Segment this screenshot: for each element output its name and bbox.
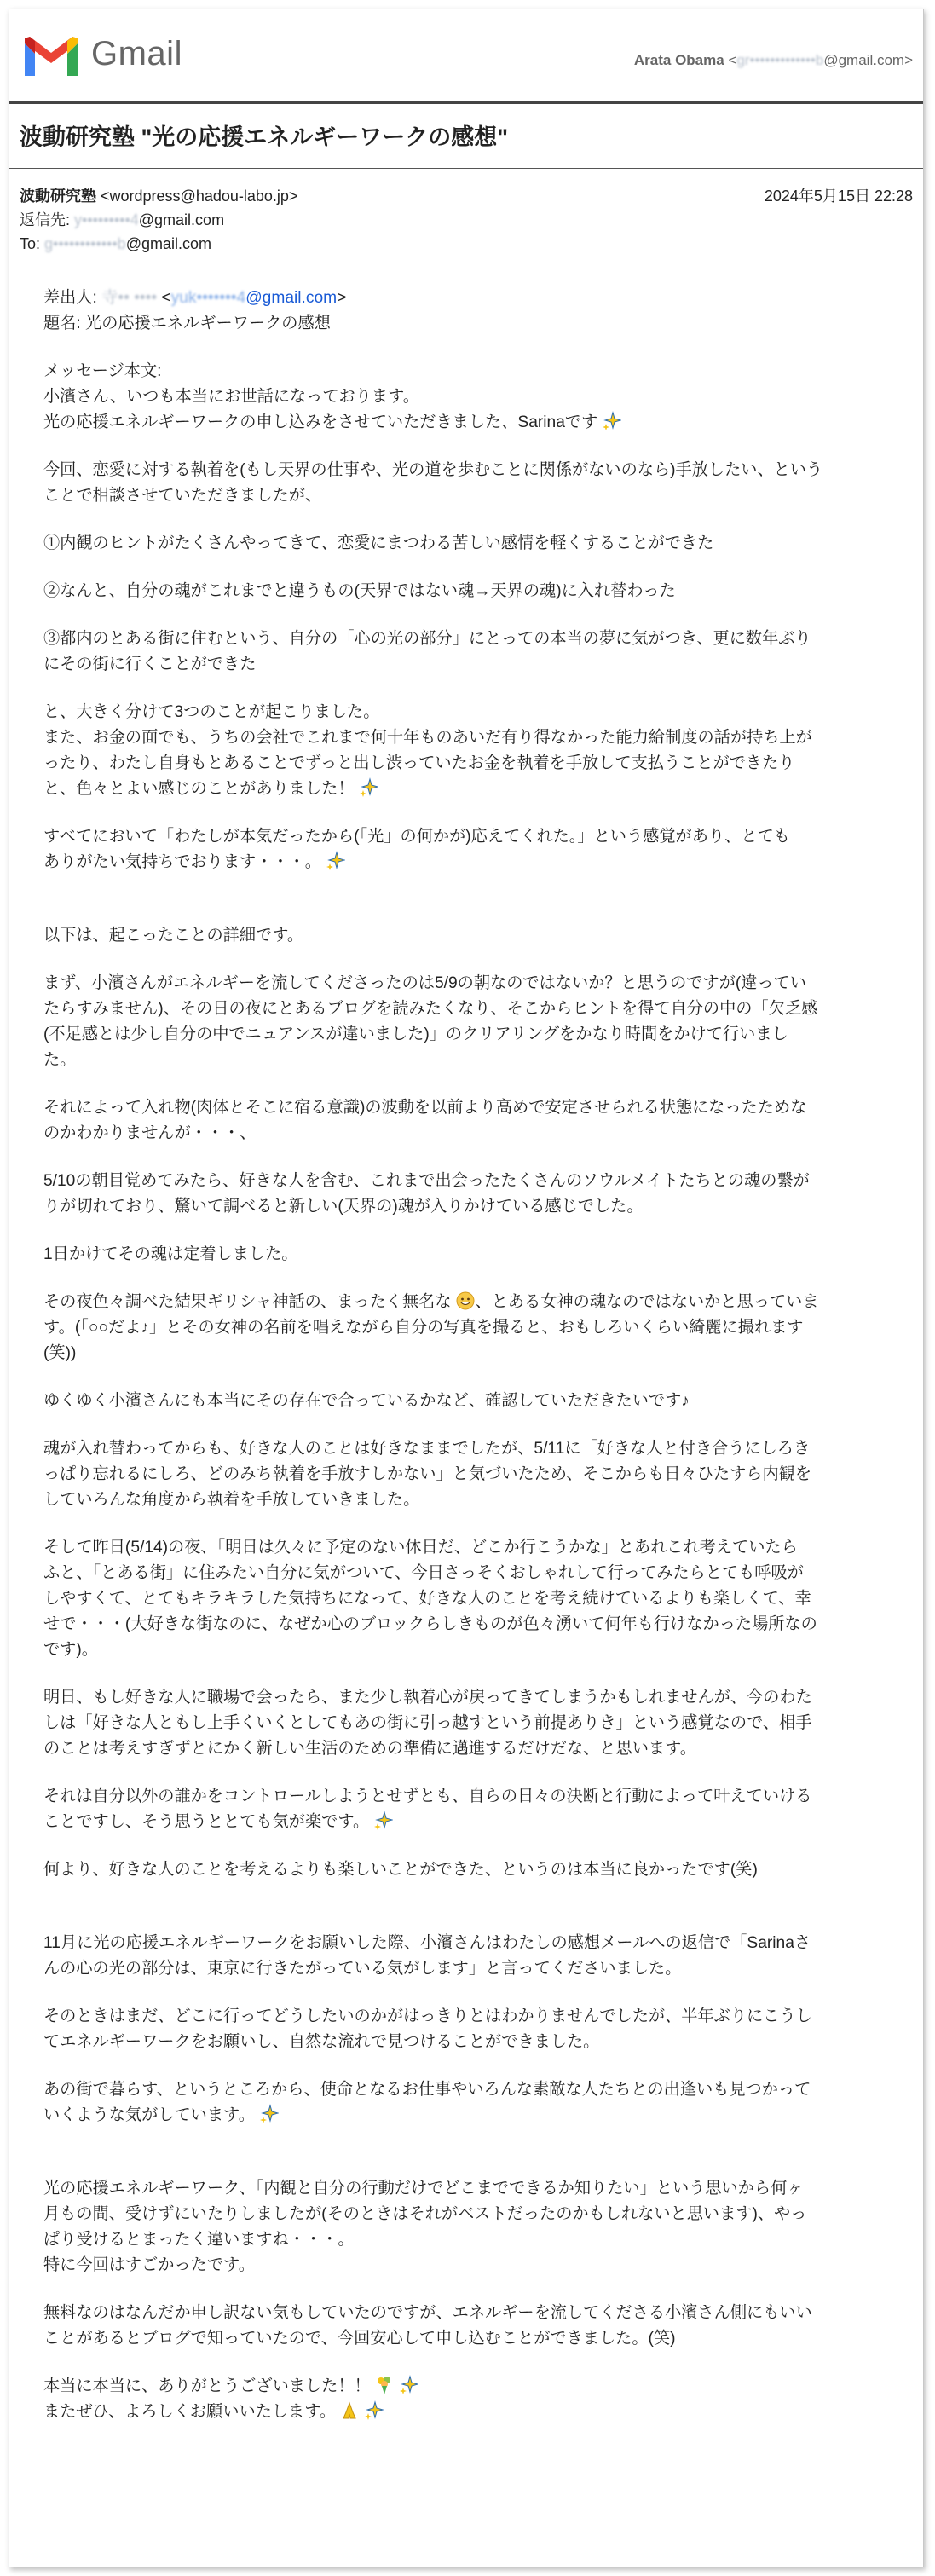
sparkle-icon bbox=[358, 777, 378, 798]
to-row bbox=[20, 232, 913, 256]
email-subject: 波動研究塾 "光の応援エネルギーワークの感想" bbox=[20, 124, 509, 150]
paragraph: ゆくゆく小濱さんにも本当にその存在で合っているかなど、確認していただきたいです♪ bbox=[43, 1392, 690, 1410]
reply-to-domain: @gmail.com bbox=[138, 211, 225, 228]
from-row bbox=[20, 184, 913, 208]
paragraph: 5/10の朝目覚めてみたら、好きな人を含む、これまで出会ったたくさんのソウルメイトたちとの魂の繋が りが切れており、驚いて調べると新しい(天界の)魂が入りかけている感じでした。 bbox=[43, 1172, 810, 1216]
account-email-domain: @gmail.com> bbox=[823, 52, 913, 68]
paragraph: ③都内のとある街に住むという、自分の「心の光の部分」にとっての本当の夢に気がつき、更に数年ぶり にその街に行くことができた bbox=[43, 630, 811, 673]
paragraph: ①内観のヒントがたくさんやってきて、恋愛にまつわる苦しい感情を軽くすることができた bbox=[43, 534, 714, 552]
grinning-face-icon bbox=[455, 1291, 476, 1311]
paragraph: 本当に本当に、ありがとうございました！！ bbox=[43, 2374, 904, 2400]
account-info: Arata Obama <gr•••••••••••••b@gmail.com> bbox=[633, 52, 913, 68]
paragraph: まず、小濱さんがエネルギーを流してくださったのは5/9の朝なのではないか？と思うのですが(違ってい たらすみません)、その日の夜にとあるブログを読みたくなり、そこからヒントを得て自分の中の「欠乏感 (不足感とは少し自分の中でニュアンスが違いました)」のクリアリングをかなり時間をかけて行いまし た。 bbox=[43, 974, 818, 1069]
paragraph: 光の応援エネルギーワークの申し込みをさせていただきました、Sarinaです bbox=[43, 410, 904, 436]
reply-to-hidden: y•••••••••4 bbox=[74, 211, 139, 228]
body-label: メッセージ本文: bbox=[43, 362, 162, 380]
from-address: <wordpress@hadou-labo.jp> bbox=[101, 188, 298, 205]
title-line: 題名: 光の応援エネルギーワークの感想 bbox=[43, 315, 331, 332]
paragraph: 1日かけてその魂は定着しました。 bbox=[43, 1245, 298, 1263]
sender-hidden-name: 寺•• •••• bbox=[101, 289, 158, 307]
brand-name: Gmail bbox=[91, 35, 182, 72]
paragraph: 今回、恋愛に対する執着を(もし天界の仕事や、光の道を歩むことに関係がないのなら)手放したい、という ことで相談させていただきましたが、 bbox=[43, 461, 823, 505]
sparkle-icon bbox=[372, 1811, 393, 1831]
paragraph: 光の応援エネルギーワーク、「内観と自分の行動だけでどこまでできるか知りたい」という思いから何ヶ 月もの間、受けずにいたりしましたが(そのときはそれがベストだったのかもしれないと思います)、やっ ぱり受けるとまったく違いますね・・・。 特に今回はすごかったです。 bbox=[43, 2180, 807, 2274]
print-header bbox=[9, 9, 923, 104]
sparkle-icon bbox=[325, 851, 345, 871]
paragraph: すべてにおいて「わたしが本気だったから(「光」の何かが)応えてくれた。」という感覚があり、とても ありがたい気持ちでおります・・・。 bbox=[43, 828, 790, 871]
account-name: Arata Obama bbox=[633, 52, 724, 68]
email-date: 2024年5月15日 22:28 bbox=[764, 188, 913, 205]
paragraph: ②なんと、自分の魂がこれまでと違うもの(天界ではない魂→天界の魂)に入れ替わった bbox=[43, 582, 676, 600]
paragraph: そのときはまだ、どこに行ってどうしたいのかがはっきりとはわかりませんでしたが、半年ぶりにこうし てエネルギーワークをお願いし、自然な流れで見つけることができました。 bbox=[43, 2007, 812, 2051]
sparkle-icon bbox=[398, 2375, 418, 2395]
sparkle-icon bbox=[363, 2400, 384, 2421]
to-domain: @gmail.com bbox=[125, 235, 211, 252]
reply-to-label: 返信先: bbox=[20, 211, 71, 228]
bouquet-icon bbox=[374, 2375, 395, 2395]
paragraph: あの街で暮らす、というところから、使命となるお仕事やいろんな素敵な人たちとの出逢いも見つかって いくような気がしています。 bbox=[43, 2081, 811, 2124]
paragraph: それは自分以外の誰かをコントロールしようとせずとも、自らの日々の決断と行動によって叶えていける ことですし、そう思うととても気が楽です。 bbox=[43, 1788, 812, 1831]
from-name: 波動研究塾 bbox=[20, 188, 96, 205]
email-header bbox=[20, 184, 913, 256]
sparkle-icon bbox=[601, 411, 621, 431]
email-body bbox=[43, 286, 904, 2425]
paragraph: 何より、好きな人のことを考えるよりも楽しいことができた、というのは本当に良かったです(笑) bbox=[43, 1861, 758, 1879]
paragraph: 11月に光の応援エネルギーワークをお願いした際、小濱さんはわたしの感想メールへの返信で「Sarinaさ んの心の光の部分は、東京に行きたがっている気がします」と言ってくださいました。 bbox=[43, 1934, 811, 1978]
to-hidden: g••••••••••••b bbox=[44, 235, 126, 252]
paragraph: またぜひ、よろしくお願いいたします。 bbox=[43, 2400, 904, 2425]
paragraph: 以下は、起こったことの詳細です。 bbox=[43, 927, 304, 944]
paragraph: その夜色々調べた結果ギリシャ神話の、まったく無名な 、とある女神の魂なのではないかと思っていま す。(「○○だよ♪」とその女神の名前を唱えながら自分の写真を撮ると、おもしろいくらい綺麗に撮れます (笑)) bbox=[43, 1290, 904, 1366]
paragraph: そして昨日(5/14)の夜、「明日は久々に予定のない休日だ、どこか行こうかな」とあれこれ考えていたら ふと、「とある街」に住みたい自分に気がついて、今日さっそくおしゃれして行ってみたらとても呼吸が しやすくて、とてもキラキラした気持ちになって、好きな人のことを考え続けているよりも楽しくて、幸 せで・・・(大好きな街なのに、なぜか心のブロックらしきものが色々湧いて何年も行けなかった場所なの です)。 bbox=[43, 1539, 817, 1659]
sparkle-icon bbox=[258, 2104, 279, 2124]
sender-line: 差出人: 寺•• •••• <yuk•••••••4@gmail.com> bbox=[43, 289, 347, 307]
paragraph: それによって入れ物(肉体とそこに宿る意識)の波動を以前より高めで安定させられる状態になったためな のかわかりませんが・・・、 bbox=[43, 1099, 807, 1142]
sender-email-link[interactable]: @gmail.com bbox=[245, 289, 338, 307]
paragraph: 魂が入れ替わってからも、好きな人のことは好きなままでしたが、5/11に「好きな人と付き合うにしろき っぱり忘れるにしろ、どのみち執着を手放すしかない」と気づいたため、そこからも日々ひたすら内観を していろんな角度から執着を手放していきました。 bbox=[43, 1440, 812, 1509]
sender-email-link-hidden[interactable]: yuk•••••••4 bbox=[170, 289, 246, 307]
reply-to-row bbox=[20, 208, 913, 232]
folded-hands-icon bbox=[339, 2400, 360, 2421]
paragraph: 明日、もし好きな人に職場で会ったら、また少し執着心が戻ってきてしまうかもしれませんが、今のわた しは「好きな人ともし上手くいくとしてもあの街に引っ越すという前提ありき」という感覚なので、相手 のことは考えすぎずとにかく新しい生活のための準備に邁進するだけだな、と思います。 bbox=[43, 1689, 812, 1758]
paragraph: と、大きく分けて3つのことが起こりました。 また、お金の面でも、うちの会社でこれまで何十年ものあいだ有り得なかった能力給制度の話が持ち上が ったり、わたし自身もとあることでずっと出し渋っていたお金を執着を手放して支払うことができたり と、色々とよい感じのことがありました！ bbox=[43, 703, 812, 798]
subject-divider bbox=[9, 168, 923, 169]
paragraph: 小濱さん、いつも本当にお世話になっております。 bbox=[43, 388, 419, 406]
gmail-logo-icon bbox=[21, 35, 81, 79]
account-email-hidden: gr•••••••••••••b bbox=[736, 52, 824, 68]
email-print-frame bbox=[9, 9, 924, 2567]
to-label: To: bbox=[20, 235, 41, 252]
paragraph: 無料なのはなんだか申し訳ない気もしていたのですが、エネルギーを流してくださる小濱さん側にもいい ことがあるとブログで知っていたので、今回安心して申し込むことができました。(笑) bbox=[43, 2304, 812, 2348]
